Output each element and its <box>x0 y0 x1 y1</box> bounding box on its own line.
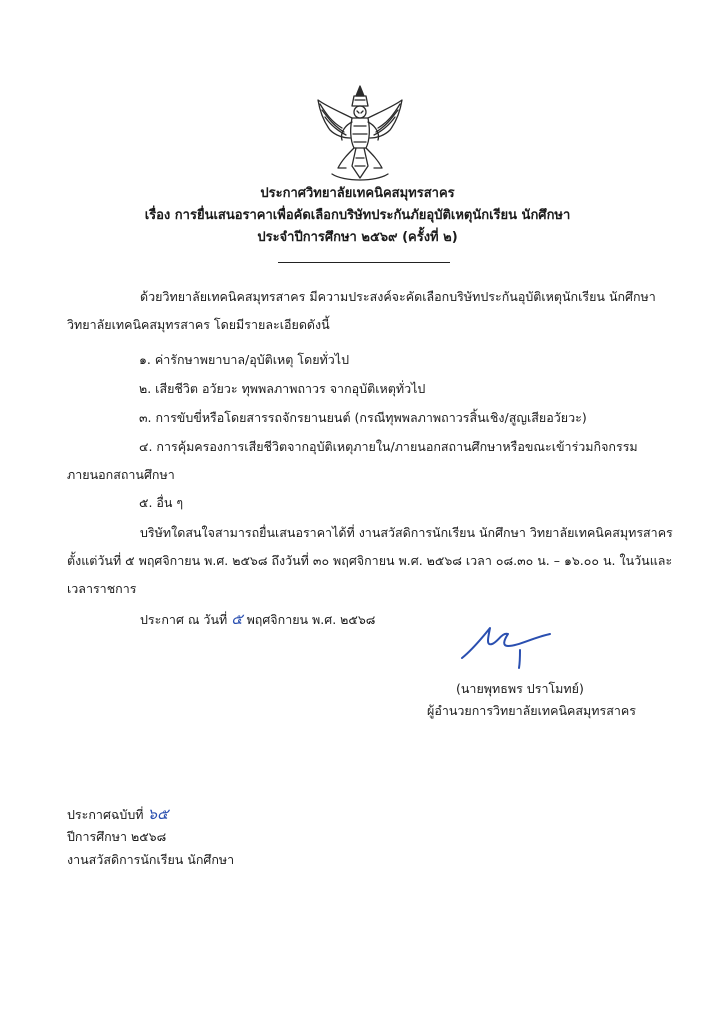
footer-number-handwritten: ๖๕ <box>147 805 169 823</box>
list-item: ๔. การคุ้มครองการเสียชีวิตจากอุบัติเหตุภายใน/ภายนอกสถานศึกษาหรือขณะเข้าร่วมกิจกรรม <box>139 439 638 454</box>
submission-line-2: ตั้งแต่วันที่ ๕ พฤศจิกายน พ.ศ. ๒๕๖๘ ถึงวันที่ ๓๐ พฤศจิกายน พ.ศ. ๒๕๖๘ เวลา ๐๘.๓๐ น. – ๑๖.๐๐ น. ในวันและ <box>67 553 673 568</box>
announce-suffix: พฤศจิกายน พ.ศ. ๒๕๖๘ <box>246 612 376 627</box>
signer-position: ผู้อำนวยการวิทยาลัยเทคนิคสมุทรสาคร <box>427 703 636 718</box>
announce-day-handwritten: ๕ <box>231 610 243 628</box>
list-item-continuation: ภายนอกสถานศึกษา <box>67 467 175 482</box>
announce-date <box>140 610 375 629</box>
footer-number-label: ประกาศฉบับที่ <box>67 807 144 822</box>
garuda-emblem-icon <box>312 82 408 186</box>
submission-line-1: บริษัทใดสนใจสามารถยื่นเสนอราคาได้ที่ งานสวัสดิการนักเรียน นักศึกษา วิทยาลัยเทคนิคสมุทรสาคร <box>140 525 673 540</box>
signer-name: (นายพุทธพร ปราโมทย์) <box>456 681 584 696</box>
handwritten-signature <box>458 620 558 672</box>
footer-number <box>67 805 168 824</box>
intro-line-2: วิทยาลัยเทคนิคสมุทรสาคร โดยมีรายละเอียดดังนี้ <box>67 317 330 332</box>
document-period: ประจำปีการศึกษา ๒๕๖๙ (ครั้งที่ ๒) <box>257 230 458 245</box>
list-item: ๒. เสียชีวิต อวัยวะ ทุพพลภาพถาวร จากอุบัติเหตุทั่วไป <box>139 381 426 396</box>
intro-line-1: ด้วยวิทยาลัยเทคนิคสมุทรสาคร มีความประสงค์จะคัดเลือกบริษัทประกันอุบัติเหตุนักเรียน นักศึกษา <box>140 289 656 304</box>
document-subject: เรื่อง การยื่นเสนอราคาเพื่อคัดเลือกบริษัทประกันภัยอุบัติเหตุนักเรียน นักศึกษา <box>144 208 571 223</box>
document-title: ประกาศวิทยาลัยเทคนิคสมุทรสาคร <box>260 186 455 201</box>
document-header <box>0 183 715 249</box>
list-item: ๓. การขับขี่หรือโดยสารรถจักรยานยนต์ (กรณีทุพพลภาพถาวรสิ้นเชิง/สูญเสียอวัยวะ) <box>139 410 587 425</box>
list-item: ๑. ค่ารักษาพยาบาล/อุบัติเหตุ โดยทั่วไป <box>139 352 350 367</box>
footer-year: ปีการศึกษา ๒๕๖๘ <box>67 829 167 844</box>
announce-prefix: ประกาศ ณ วันที่ <box>140 612 228 627</box>
footer-office: งานสวัสดิการนักเรียน นักศึกษา <box>67 852 235 867</box>
submission-line-3: เวลาราชการ <box>67 581 137 596</box>
list-item: ๕. อื่น ๆ <box>139 495 184 510</box>
header-divider <box>278 262 450 263</box>
